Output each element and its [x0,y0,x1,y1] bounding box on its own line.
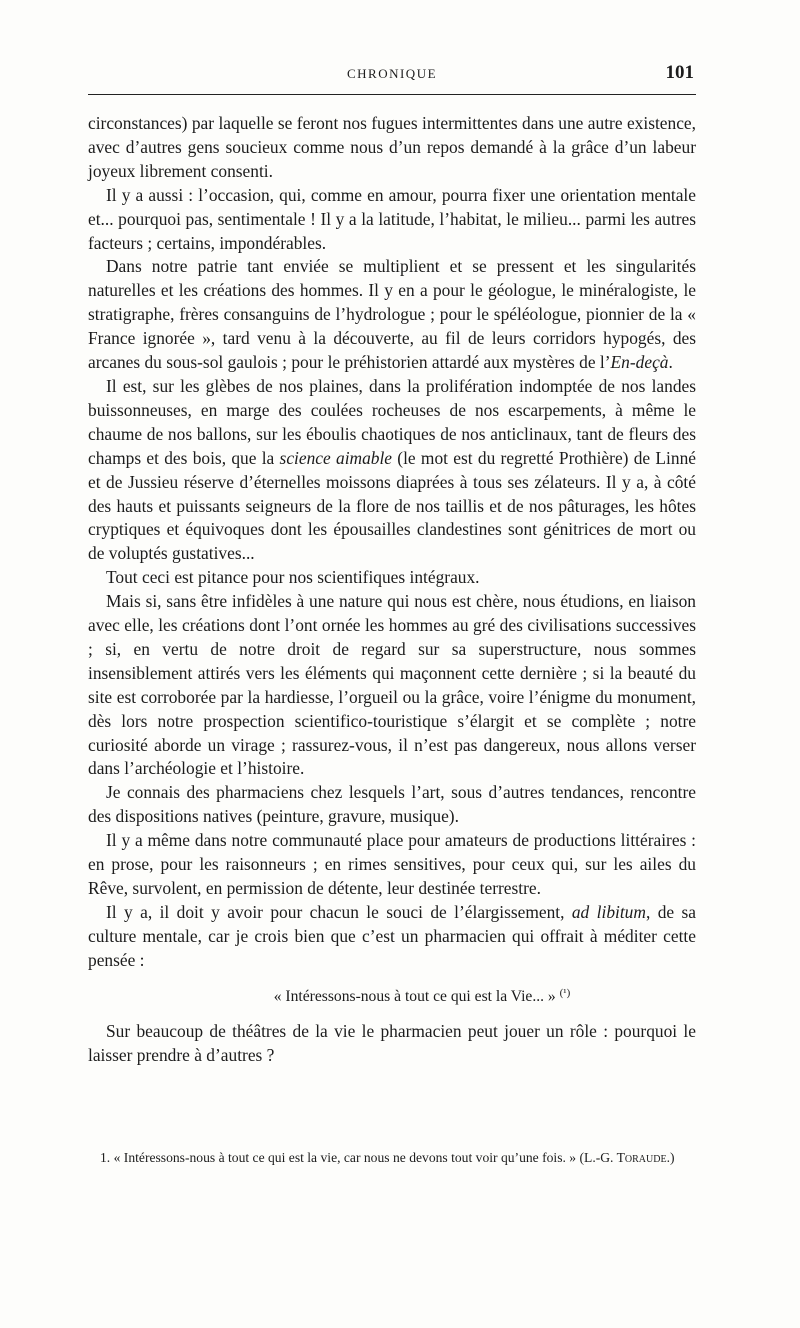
footnote-reference: (¹) [559,986,571,999]
italic-text: science aimable [279,447,393,468]
paragraph-text: Il y a même dans notre communauté place pour amateurs de productions littéraires : en prose, pour les raisonneurs ; en rimes sensitives, pour ceux qui, sur les ailes du Rêve, survolent, en permission de détente, leur destinée terrestre. [88,830,696,898]
footnote-end: .) [666,1150,675,1165]
paragraph-text: . [668,352,673,373]
italic-text: En-deçà [610,352,669,373]
paragraph-text: circonstances) par laquelle se feront nos fugues intermittentes dans une autre existence, avec d’autres gens soucieux comme nous d’un repos demandé à la grâce d’un labeur joyeux librement consenti. [88,113,696,181]
footnote-number: 1. [100,1150,111,1165]
paragraph-text: Il est, sur les glèbes de nos plaines, dans la prolifération indomptée de nos landes buissonneuses, en marge des coulées rocheuses de nos escarpements, à même le chaume de nos ballons, sur les éboulis chaotiques de nos anticlinaux, tant de fleurs des champs et des bois, que la [88,375,696,468]
paragraph-text: Je connais des pharmaciens chez lesquels l’art, sous d’autres tendances, rencontre des dispositions natives (peinture, gravure, musique). [88,782,696,827]
paragraph [88,112,696,184]
italic-text: ad libitum [571,901,646,922]
header-rule [88,94,696,95]
paragraph [88,901,696,973]
running-head: CHRONIQUE [346,66,438,81]
quote [88,982,696,1008]
paragraph [88,375,696,566]
paragraph [88,781,696,829]
paragraph-text: Il y a aussi : l’occasion, qui, comme en amour, pourra fixer une orientation mentale et... pourquoi pas, sentimentale ! Il y a la latitude, l’habitat, le milieu... parmi les autres facteurs ; certains, impondérables. [88,184,696,253]
paragraph-list [88,112,696,973]
footnote [88,1148,696,1167]
quote-text: « Intéressons-nous à tout ce qui est la Vie... » [273,987,556,1005]
footnote-author: L.-G. Toraude [584,1150,667,1165]
body-text [88,112,696,1067]
paragraph [88,184,696,256]
paragraph-text: Dans notre patrie tant enviée se multiplient et se pressent et les singularités naturelles et les créations des hommes. Il y en a pour le géologue, le minéralogiste, le stratigraphe, frères consanguins de l’hydrologue ; pour le spéléologue, pionnier de la « France ignorée », tard venu à la découverte, au fil de leurs corridors hypogés, des arcanes du sous-sol gaulois ; pour le préhistorien attardé aux mystères de l’ [88,256,696,373]
paragraph-text: Il y a, il doit y avoir pour chacun le souci de l’élargissement, [106,901,572,922]
paragraph [88,566,696,590]
footnote-text: « Intéressons-nous à tout ce qui est la vie, car nous ne devons tout voir qu’une fois. » ( [113,1150,585,1165]
paragraph-text: Tout ceci est pitance pour nos scientifiques intégraux. [106,567,480,588]
closing-paragraph: Sur beaucoup de théâtres de la vie le pharmacien peut jouer un rôle : pourquoi le laisser prendre à d’autres ? [88,1020,696,1065]
page-header [88,60,696,96]
paragraph [88,255,696,375]
paragraph-text: Mais si, sans être infidèles à une nature qui nous est chère, nous étudions, en liaison avec elle, les créations dont l’ont ornée les hommes au gré des civilisations successives ; si, en vertu de notre droit de regard sur sa superstructure, nous sommes insensiblement attirés vers les éléments qui maçonnent cette dernière ; si la beauté du site est corroborée par la hardiesse, l’orgueil ou la grâce, voire l’énigme du monument, dès lors notre prospection scientifico-touristique s’élargit et se complète ; notre curiosité aborde un virage ; rassurez-vous, il n’est pas dangereux, nous allons verser dans l’archéologie et l’histoire. [88,591,696,779]
paragraph [88,829,696,901]
paragraph-text: , de sa culture mentale, car je crois bien que c’est un pharmacien qui offrait à méditer cette pensée : [88,901,696,970]
paragraph-text: (le mot est du regretté Prothière) de Linné et de Jussieu réserve d’éternelles moissons diaprées à tous ses zélateurs. Il y a, à côté des hauts et puissants seigneurs de la flore de nos taillis et de nos pâturages, les hôtes cryptiques et équivoques dont les épousailles clandestines sont génitrices de mort ou de voluptés gustatives... [88,447,696,564]
paragraph [88,590,696,781]
page-number: 101 [665,62,694,83]
